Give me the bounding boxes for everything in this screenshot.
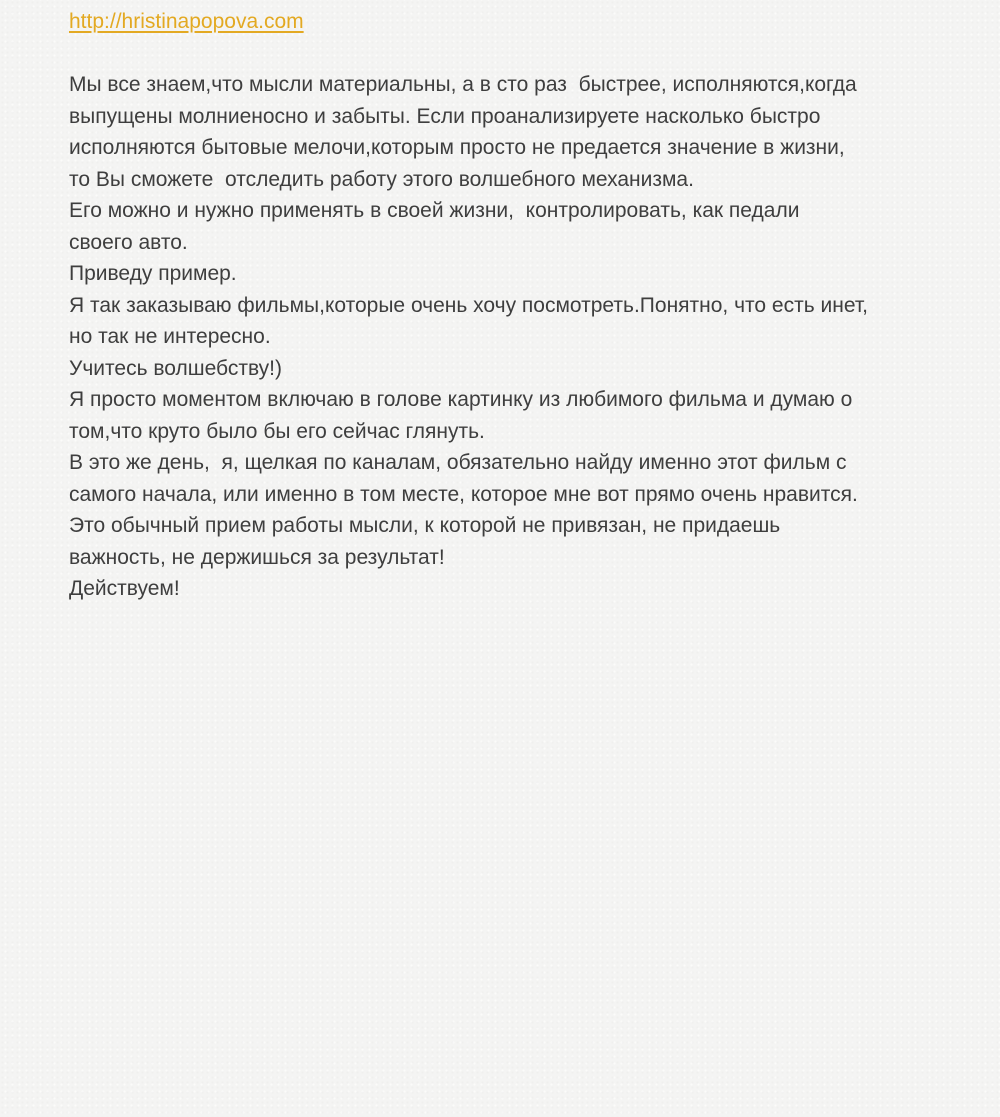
note-text xyxy=(69,69,949,605)
text-line: Приведу пример. xyxy=(69,262,237,285)
paragraph-gap xyxy=(69,38,949,70)
text-line: но так не интересно. xyxy=(69,325,271,348)
text-line: Его можно и нужно применять в своей жизни, контролировать, как педали xyxy=(69,199,800,222)
note-body xyxy=(69,6,949,605)
text-line: самого начала, или именно в том месте, которое мне вот прямо очень нравится. xyxy=(69,482,858,506)
text-line: то Вы сможете отследить работу этого волшебного механизма. xyxy=(69,167,694,191)
text-line: выпущены молниеносно и забыты. Если проанализируете насколько быстро xyxy=(69,104,821,128)
text-line: своего авто. xyxy=(69,230,188,254)
text-line: Я так заказываю фильмы,которые очень хочу посмотреть.Понятно, что есть инет, xyxy=(69,293,868,317)
text-line: В это же день, я, щелкая по каналам, обязательно найду именно этот фильм с xyxy=(69,451,847,474)
text-line: важность, не держишься за результат! xyxy=(69,545,445,569)
text-line: Учитесь волшебству!) xyxy=(69,356,282,380)
text-line: Действуем! xyxy=(69,577,180,600)
text-line: Я просто моментом включаю в голове картинку из любимого фильма и думаю о xyxy=(69,388,853,411)
text-line: Мы все знаем,что мысли материальны, а в сто раз быстрее, исполняются,когда xyxy=(69,73,857,96)
website-link[interactable]: http://hristinapopova.com xyxy=(69,10,304,33)
text-line: исполняются бытовые мелочи,которым просто не предается значение в жизни, xyxy=(69,136,845,159)
text-line: том,что круто было бы его сейчас глянуть. xyxy=(69,419,485,443)
text-line: Это обычный прием работы мысли, к которой не привязан, не придаешь xyxy=(69,514,781,537)
